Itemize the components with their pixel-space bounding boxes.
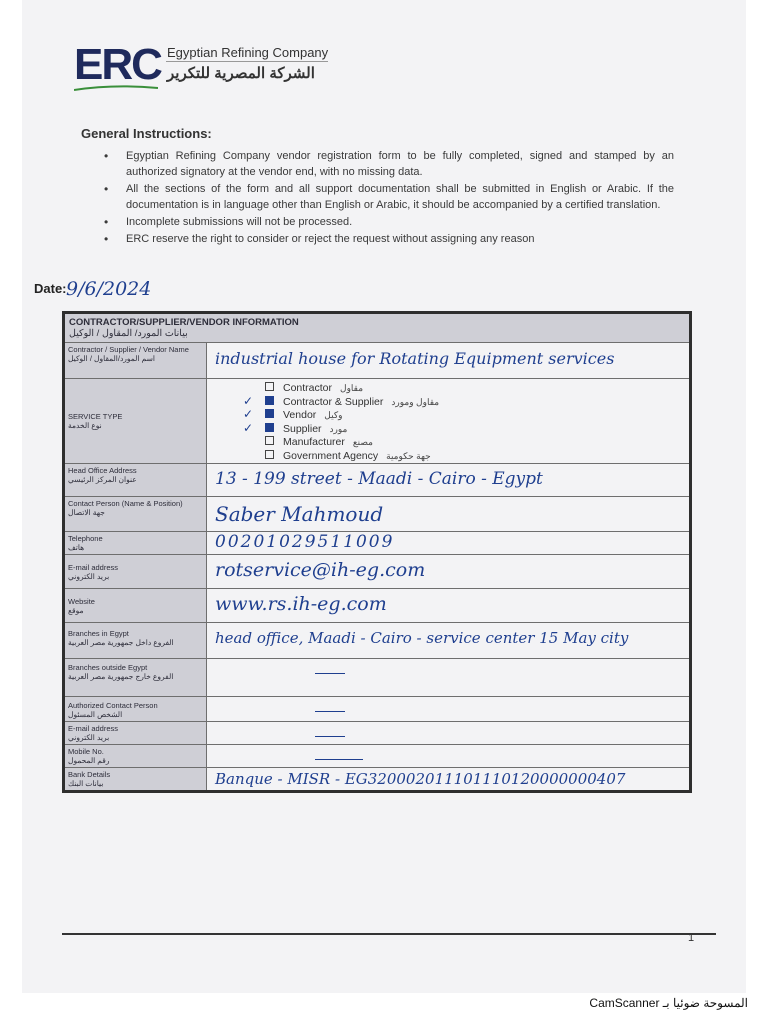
- erc-logo: ERC: [74, 40, 161, 89]
- table-row: [64, 623, 691, 659]
- hand-dash: [315, 673, 345, 674]
- email-field[interactable]: rotservice@ih-eg.com: [207, 555, 691, 589]
- page-number: 1: [688, 932, 695, 944]
- mobile-label-ar: رقم المحمول: [68, 756, 110, 765]
- checkbox[interactable]: [265, 409, 274, 418]
- table-row: [64, 464, 691, 497]
- vendor-name-label-ar: اسم المورد/المقاول / الوكيل: [68, 354, 155, 363]
- table-row: [64, 532, 691, 555]
- hand-tick-icon: ✓: [243, 407, 254, 421]
- authorized-contact-field[interactable]: [207, 697, 691, 722]
- company-name-ar: الشركة المصرية للتكرير: [167, 65, 315, 82]
- instruction-item: • All the sections of the form and all support documentation shall be submitted in English or Arabic. If the documentation is in language other than English or Arabic, it should be accompanied by a certified translation.: [104, 181, 674, 213]
- section-title-ar: بيانات المورد/ المقاول / الوكيل: [69, 328, 188, 339]
- table-row: [64, 343, 691, 379]
- service-type-options: [207, 379, 691, 464]
- table-row: [64, 379, 691, 464]
- vendor-info-table: [62, 311, 692, 793]
- hand-tick-icon: ✓: [243, 420, 254, 435]
- website-label: Website: [68, 597, 95, 606]
- bank-details-label-ar: بيانات البنك: [68, 779, 104, 788]
- branches-egypt-label-ar: الفروع داخل جمهورية مصر العربية: [68, 638, 174, 647]
- authorized-contact-label: Authorized Contact Person: [68, 701, 158, 710]
- section-header-row: [64, 313, 691, 343]
- service-option-vendor[interactable]: ✓ Vendor وكيل: [243, 407, 343, 421]
- branches-outside-label: Branches outside Egypt: [68, 663, 148, 672]
- section-title: CONTRACTOR/SUPPLIER/VENDOR INFORMATION: [69, 317, 299, 328]
- table-row: [64, 768, 691, 792]
- service-option-contractor[interactable]: Contractor مقاول: [265, 382, 689, 396]
- service-option-government[interactable]: Government Agency جهة حكومية: [265, 450, 689, 464]
- table-row: [64, 722, 691, 745]
- instruction-item: • Egyptian Refining Company vendor registration form to be fully completed, signed and stamped by an authorized signatory at the vendor end, with no missing data.: [104, 148, 674, 180]
- website-field[interactable]: www.rs.ih-eg.com: [207, 589, 691, 623]
- telephone-label-ar: هاتف: [68, 543, 85, 552]
- hand-dash: [315, 759, 363, 760]
- hand-tick-icon: ✓: [243, 393, 254, 408]
- service-type-label-ar: نوع الخدمة: [68, 421, 102, 430]
- website-label-ar: موقع: [68, 606, 84, 615]
- auth-email-field[interactable]: [207, 722, 691, 745]
- hand-dash: [315, 711, 345, 712]
- document-page: [22, 0, 746, 993]
- instructions-list: [104, 148, 674, 248]
- service-option-manufacturer[interactable]: Manufacturer مصنع: [265, 436, 689, 450]
- hand-dash: [315, 736, 345, 737]
- branches-egypt-label: Branches in Egypt: [68, 629, 129, 638]
- mobile-label: Mobile No.: [68, 747, 104, 756]
- checkbox[interactable]: [265, 423, 274, 432]
- date-label: Date:: [34, 281, 67, 296]
- footer-divider: [62, 933, 716, 935]
- email-label: E-mail address: [68, 563, 119, 572]
- checkbox[interactable]: [265, 450, 274, 459]
- telephone-label: Telephone: [68, 534, 103, 543]
- camscanner-watermark: المسوحة ضوئيا بـ CamScanner: [589, 996, 748, 1010]
- mobile-field[interactable]: [207, 745, 691, 768]
- bank-details-label: Bank Details: [68, 770, 111, 779]
- contact-person-field[interactable]: Saber Mahmoud: [207, 497, 691, 532]
- instruction-item: • ERC reserve the right to consider or reject the request without assigning any reason: [104, 231, 674, 247]
- table-row: [64, 697, 691, 722]
- checkbox[interactable]: [265, 436, 274, 445]
- table-row: [64, 745, 691, 768]
- auth-email-label-ar: بريد الكتروني: [68, 733, 110, 742]
- vendor-name-label: Contractor / Supplier / Vendor Name: [68, 345, 189, 354]
- logo-swoosh-icon: [74, 84, 158, 92]
- checkbox[interactable]: [265, 382, 274, 391]
- service-type-label: SERVICE TYPE: [68, 412, 123, 421]
- table-row: [64, 589, 691, 623]
- date-value: 9/6/2024: [66, 278, 152, 300]
- head-office-field[interactable]: 13 - 199 street - Maadi - Cairo - Egypt: [207, 464, 691, 497]
- contact-person-label: Contact Person (Name & Position): [68, 499, 183, 508]
- checkbox[interactable]: [265, 396, 274, 405]
- company-name-en: Egyptian Refining Company: [167, 45, 329, 60]
- authorized-contact-label-ar: الشخص المسئول: [68, 710, 123, 719]
- branches-outside-label-ar: الفروع خارج جمهورية مصر العربية: [68, 672, 174, 681]
- branches-outside-field[interactable]: [207, 659, 691, 697]
- telephone-field[interactable]: 00201029511009: [207, 532, 691, 555]
- head-office-label-ar: عنوان المركز الرئيسي: [68, 475, 137, 484]
- instruction-item: • Incomplete submissions will not be processed.: [104, 214, 674, 230]
- head-office-label: Head Office Address: [68, 466, 137, 475]
- service-option-supplier[interactable]: ✓ Supplier مورد: [243, 420, 348, 435]
- auth-email-label: E-mail address: [68, 724, 119, 733]
- instructions-title: General Instructions:: [81, 126, 212, 141]
- email-label-ar: بريد الكتروني: [68, 572, 110, 581]
- bank-details-field[interactable]: Banque - MISR - EG320002011101110120000000407: [207, 768, 691, 792]
- branches-egypt-field[interactable]: head office, Maadi - Cairo - service center 15 May city: [207, 623, 691, 659]
- table-row: [64, 497, 691, 532]
- contact-person-label-ar: جهة الاتصال: [68, 508, 105, 517]
- vendor-name-field[interactable]: industrial house for Rotating Equipment services: [207, 343, 691, 379]
- table-row: [64, 659, 691, 697]
- table-row: [64, 555, 691, 589]
- service-option-contractor-supplier[interactable]: ✓ Contractor & Supplier مقاول ومورد: [243, 393, 440, 408]
- logo-divider: [166, 61, 328, 62]
